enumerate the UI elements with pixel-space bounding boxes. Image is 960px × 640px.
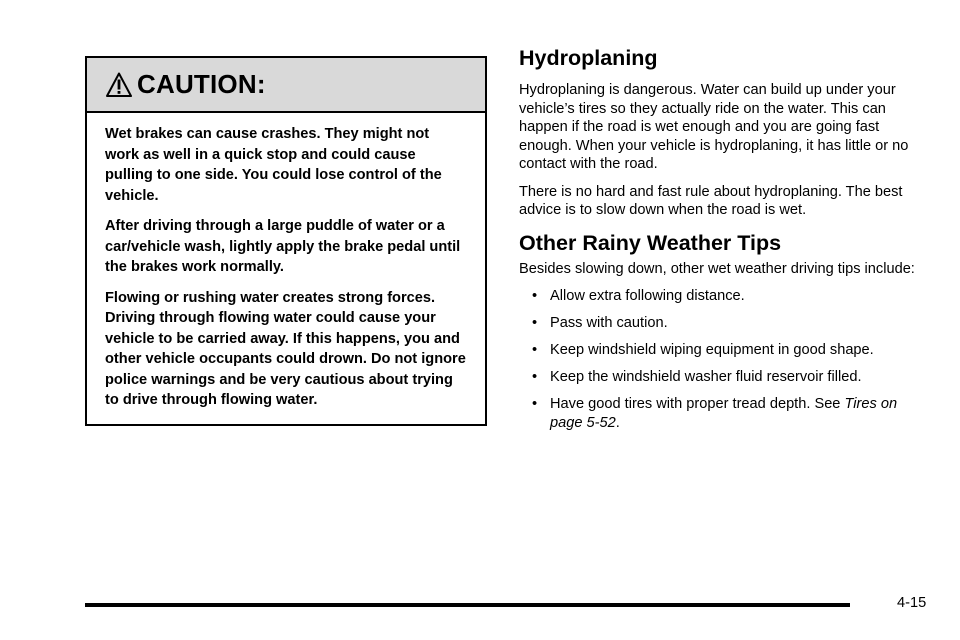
bullet-icon: • xyxy=(532,315,538,331)
list-item xyxy=(519,341,929,360)
caution-body xyxy=(87,113,485,411)
list-item-text: Pass with caution. xyxy=(550,315,668,331)
list-item-text: Keep the windshield washer fluid reservoir filled. xyxy=(550,369,862,385)
list-item-punctuation: . xyxy=(615,414,620,431)
caution-paragraph: After driving through a large puddle of water or a car/vehicle wash, lightly apply the brake pedal until the brakes work normally. xyxy=(105,218,461,275)
tires-cross-reference-link[interactable]: Tires on page 5-52 xyxy=(550,396,898,431)
list-item xyxy=(519,368,929,387)
caution-header xyxy=(87,58,485,113)
hydroplaning-paragraph: Hydroplaning is dangerous. Water can build up under your vehicle’s tires so they actually ride on the water. This can happen if the road is wet enough and you are going fast enough. When your vehicle is hydroplaning, it has little or no contact with the road. xyxy=(519,82,909,172)
bullet-icon: • xyxy=(532,288,538,304)
caution-paragraph: Wet brakes can cause crashes. They might not work as well in a quick stop and could cause pulling to one side. You could lose control of the vehicle. xyxy=(105,126,442,204)
hydroplaning-heading: Hydroplaning xyxy=(519,46,658,70)
hydroplaning-paragraph: There is no hard and fast rule about hydroplaning. The best advice is to slow down when the road is wet. xyxy=(519,183,903,218)
rainy-tips-list xyxy=(519,287,929,432)
footer-rule xyxy=(85,603,850,607)
bullet-icon: • xyxy=(532,369,538,385)
bullet-icon: • xyxy=(532,396,538,412)
caution-paragraph: Flowing or rushing water creates strong forces. Driving through flowing water could cause your vehicle to be carried away. If this happens, you and other vehicle occupants could drown. Do not ignore police warnings and be very cautious about trying to drive through flowing water. xyxy=(105,289,466,408)
bullet-icon: • xyxy=(532,342,538,358)
rainy-tips-intro: Besides slowing down, other wet weather driving tips include: xyxy=(519,260,915,277)
list-item xyxy=(519,314,929,333)
page-number: 4-15 xyxy=(897,595,927,611)
warning-triangle-icon xyxy=(105,71,133,99)
right-column xyxy=(519,44,929,441)
caution-box xyxy=(85,56,487,426)
list-item-text: Keep windshield wiping equipment in good shape. xyxy=(550,342,874,358)
list-item-text: Allow extra following distance. xyxy=(550,288,745,304)
caution-title: CAUTION: xyxy=(137,69,266,99)
list-item xyxy=(519,287,929,306)
rainy-tips-heading: Other Rainy Weather Tips xyxy=(519,230,782,255)
list-item xyxy=(519,395,929,432)
list-item-text: Have good tires with proper tread depth. See xyxy=(550,396,845,412)
